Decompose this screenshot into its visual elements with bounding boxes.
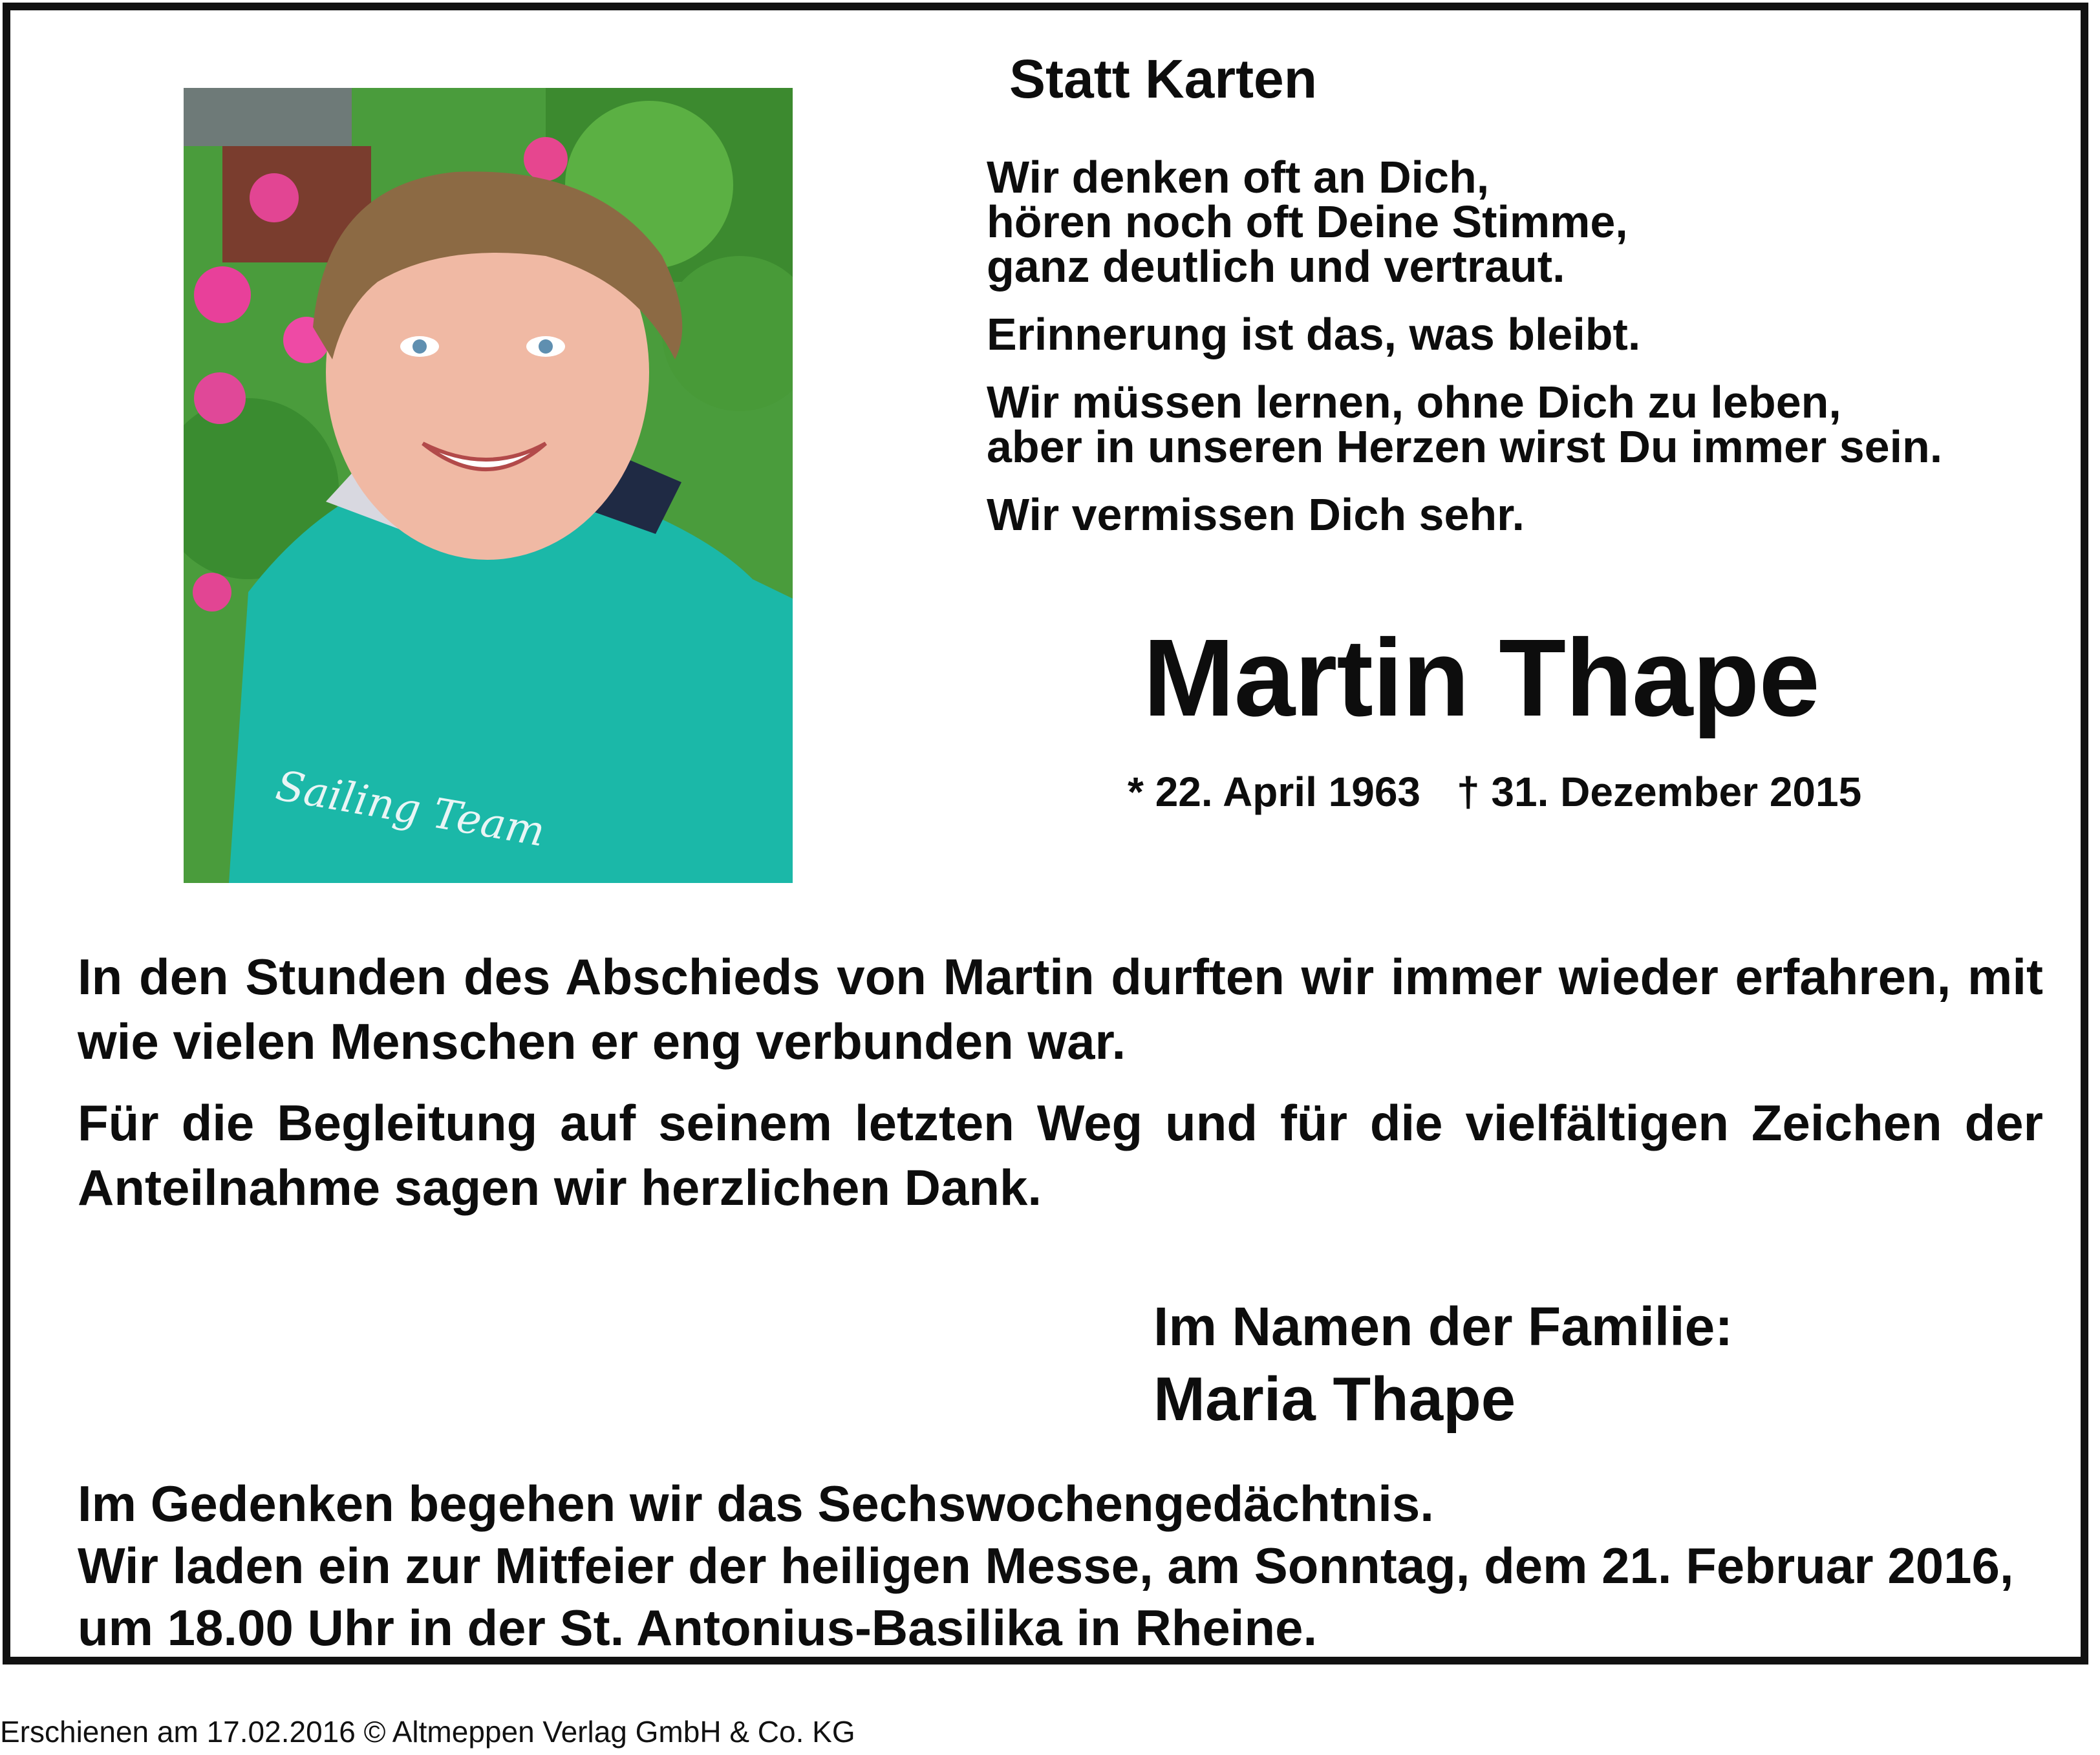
poem-line: ganz deutlich und vertraut. xyxy=(987,241,1565,292)
deceased-name: Martin Thape xyxy=(1143,617,1819,739)
thanks-paragraph-2: Für die Begleitung auf seinem letzten Weg und für die vielfältigen Zeichen der Anteilnahme sagen wir herzlichen Dank. xyxy=(78,1094,2043,1216)
life-dates xyxy=(1128,768,1861,816)
poem-line: aber in unseren Herzen wirst Du immer sein. xyxy=(987,421,1943,472)
svg-text:Sailing Team: Sailing Team xyxy=(272,761,549,856)
birth-date: * 22. April 1963 xyxy=(1128,769,1420,815)
publication-footer: Erschienen am 17.02.2016 © Altmeppen Verlag GmbH & Co. KG xyxy=(0,1715,855,1749)
memorial-line-1: Im Gedenken begehen wir das Sechswochengedächtnis. xyxy=(78,1475,1434,1532)
obituary-frame xyxy=(3,3,2088,1665)
poem-line: hören noch oft Deine Stimme, xyxy=(987,197,1628,247)
poem-line: Erinnerung ist das, was bleibt. xyxy=(987,309,1641,359)
death-date: † 31. Dezember 2015 xyxy=(1457,769,1862,815)
poem-stanza-1 xyxy=(987,152,2047,292)
family-signature-name: Maria Thape xyxy=(1153,1365,1516,1434)
poem-line: Wir vermissen Dich sehr. xyxy=(987,489,1525,540)
portrait-image xyxy=(184,88,793,883)
poem-stanza-3 xyxy=(987,377,2047,472)
thanks-text xyxy=(78,944,2043,1237)
family-intro: Im Namen der Familie: xyxy=(1153,1296,1733,1357)
thanks-paragraph-1: In den Stunden des Abschieds von Martin durften wir immer wieder erfahren, mit wie vielen Menschen er eng verbunden war. xyxy=(78,948,2043,1070)
poem-stanza-2 xyxy=(987,309,2047,359)
portrait-photo xyxy=(184,88,793,883)
poem-stanza-4 xyxy=(987,489,2047,540)
poem-block xyxy=(987,152,2047,560)
memorial-notice xyxy=(78,1473,2043,1659)
memorial-line-2: Wir laden ein zur Mitfeier der heiligen Messe, am Sonntag, dem 21. Februar 2016, um 18.00 Uhr in der St. Antonius-Basilika in Rheine. xyxy=(78,1537,2014,1656)
poem-line: Wir denken oft an Dich, xyxy=(987,152,1490,202)
poem-line: Wir müssen lernen, ohne Dich zu leben, xyxy=(987,377,1841,427)
statt-karten-heading: Statt Karten xyxy=(1009,48,1318,109)
